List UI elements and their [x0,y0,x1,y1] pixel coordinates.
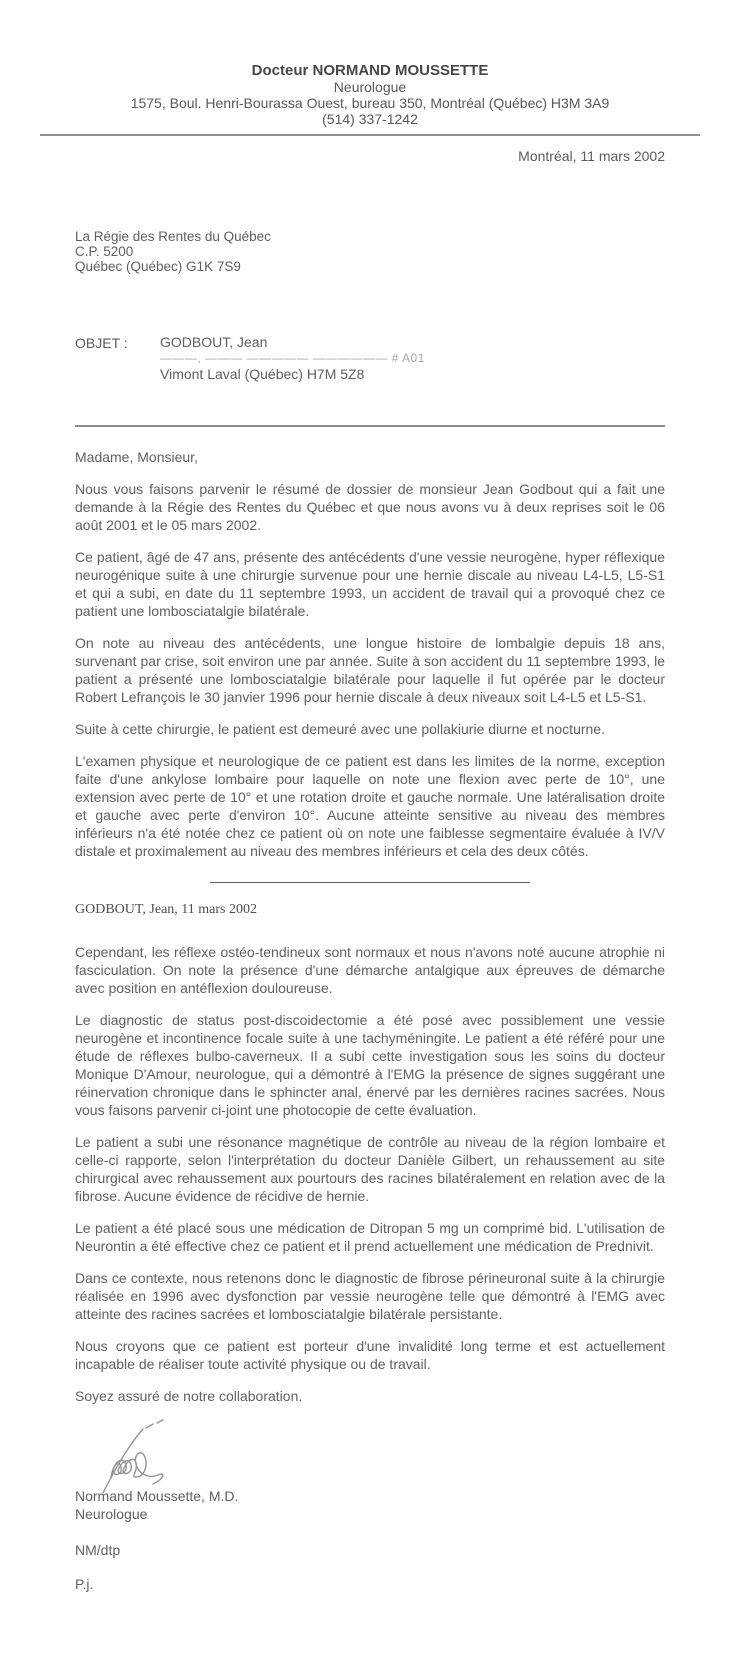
patient-city: Vimont Laval (Québec) H7M 5Z8 [160,366,365,382]
subject-rule [75,425,665,427]
paragraph: Le diagnostic de status post-discoidectomie a été posé avec possiblement une vessie neurogène et incontinence focale suite à une tachyméningite. Le patient a été référé pour une étude de réflexes bulbo-caverneux. Il a subi cette investigation sous les soins du docteur Monique D'Amour, neurologue, qui a démontré à l'EMG la présence de signes suggérant une réinervation chronique dans le sphincter anal, énervé par les dernières racines sacrées. Nous vous faisons parvenir ci-joint une photocopie de cette évaluation. [75,1011,665,1118]
paragraph: Ce patient, âgé de 47 ans, présente des antécédents d'une vessie neurogène, hyper réflexique neurogénique suite à une chirurgie survenue pour une hernie discale au niveau L4-L5, L5-S1 et qui a subi, en date du 11 septembre 1993, un accident de travail qui a provoqué chez ce patient une lombosciatalgie bilatérale. [75,548,665,619]
paragraph: Nous vous faisons parvenir le résumé de dossier de monsieur Jean Godbout qui a fait une demande à la Régie des Rentes du Québec et que nous avons vu à deux reprises soit le 06 août 2001 et le 05 mars 2002. [75,480,665,533]
paragraph: Le patient a subi une résonance magnétique de contrôle au niveau de la région lombaire et celle-ci rapporte, selon l'interprétation du docteur Danièle Gilbert, un rehaussement au site chirurgical avec rehaussement aux pourtours des racines bilatéralement en relation avec de la fibrose. Aucune évidence de récidive de hernie. [75,1133,665,1204]
letterhead-rule [40,134,700,136]
recipient-address [75,229,665,274]
doctor-name: Docteur NORMAND MOUSSETTE [251,62,489,79]
signatory-title: Neurologue [75,1505,148,1522]
signatory-name: Normand Moussette, M.D. [75,1487,239,1504]
paragraph: Dans ce contexte, nous retenons donc le diagnostic de fibrose périneuronal suite à la chirurgie réalisée en 1996 avec dysfonction par vessie neurogène telle que démontré à l'EMG avec atteinte des racines sacrées et lombosciatalgie bilatérale persistante. [75,1269,665,1322]
page-break-rule [210,882,530,883]
signature-block [75,1419,665,1523]
page2-header: GODBOUT, Jean, 11 mars 2002 [75,901,257,917]
subject-block [75,334,665,383]
paragraph: L'examen physique et neurologique de ce patient est dans les limites de la norme, exception faite d'une ankylose lombaire pour laquelle on note une flexion avec perte de 10°, une extension avec perte de 10° et une rotation droite et gauche normale. Une latéralisation droite et gauche avec perte d'environ 10°. Aucune atteinte sensitive au niveau des membres inférieurs n'a été notée chez ce patient où on note une faiblesse segmentaire évaluée à IV/V distale et proximalement au niveau des membres inférieurs et cela des deux côtés. [75,752,665,859]
letterhead-address: 1575, Boul. Henri-Bourassa Ouest, bureau 350, Montréal (Québec) H3M 3A9 [130,95,610,111]
enclosure-note: P.j. [75,1575,94,1592]
subject-value [160,334,425,383]
recipient-line: La Régie des Rentes du Québec [75,229,271,244]
patient-name: GODBOUT, Jean [160,334,268,350]
subject-label: OBJET : [75,335,128,351]
paragraph: Le patient a été placé sous une médication de Ditropan 5 mg un comprimé bid. L'utilisation de Neurontin a été effective chez ce patient et il prend actuellement une médication de Prednivit. [75,1219,665,1254]
paragraph: On note au niveau des antécédents, une longue histoire de lombalgie depuis 18 ans, survenant par crise, soit environ une par année. Suite à son accident du 11 septembre 1993, le patient a présenté une lombosciatalgie bilatérale pour laquelle il fut opérée par le docteur Robert Lefrançois le 30 janvier 1996 pour hernie discale à deux niveaux soit L4-L5 et L5-S1. [75,634,665,705]
doctor-title: Neurologue [333,79,407,95]
signature-scribble-icon [89,1419,219,1493]
paragraph: Cependant, les réflexe ostéo-tendineux sont normaux et nous n'avons noté aucune atrophie ni fasciculation. On note la présence d'une démarche antalgique aux épreuves de démarche avec position en antéflexion douloureuse. [75,943,665,996]
recipient-line: C.P. 5200 [75,244,134,259]
recipient-line: Québec (Québec) G1K 7S9 [75,259,241,274]
paragraph: Nous croyons que ce patient est porteur d'une invalidité long terme et est actuellement incapable de réaliser toute activité physique ou de travail. [75,1337,665,1372]
letterhead [75,62,665,127]
patient-address-redacted: ―――, ――― ――――― ―――――― # A01 [160,351,425,365]
letterhead-phone: (514) 337-1242 [322,111,418,127]
salutation: Madame, Monsieur, [75,448,198,465]
dateline: Montréal, 11 mars 2002 [518,148,665,164]
closing-line: Soyez assuré de notre collaboration. [75,1387,303,1404]
paragraph: Suite à cette chirurgie, le patient est demeuré avec une pollakiurie diurne et nocturne. [75,720,605,737]
typist-initials: NM/dtp [75,1541,121,1558]
